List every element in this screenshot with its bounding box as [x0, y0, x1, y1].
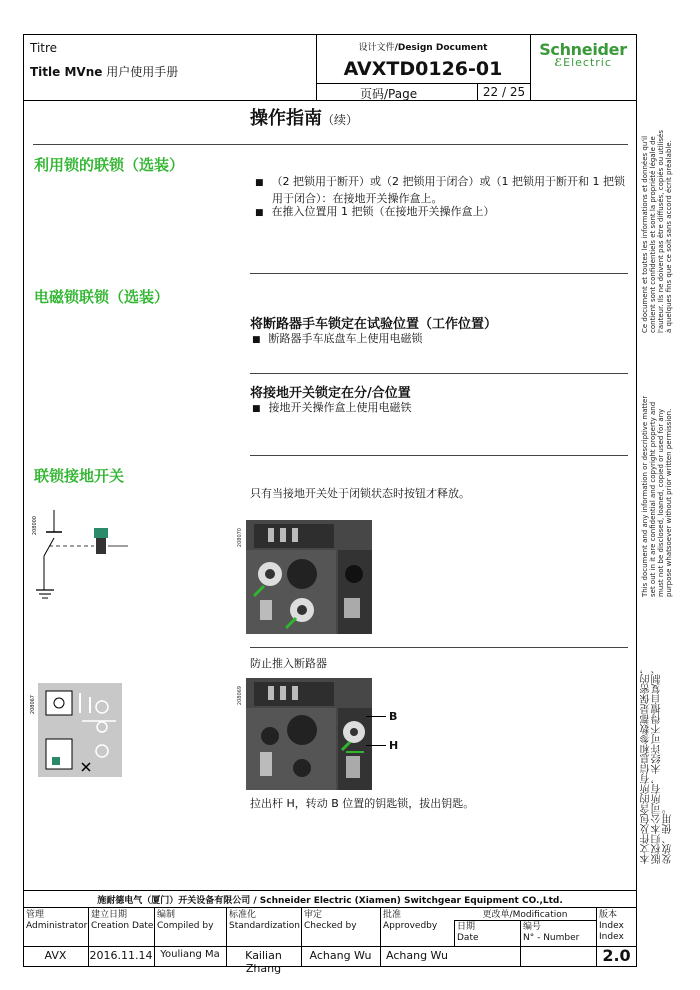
pointer-h — [366, 745, 386, 746]
footer-divider-values — [23, 946, 637, 947]
fcol-6 — [454, 920, 455, 946]
page-value: 22 / 25 — [482, 85, 526, 99]
logo-e-icon: ℰ — [554, 56, 564, 69]
em-sub2-title: 将接地开关锁定在分/合位置 — [250, 386, 411, 401]
v-compiled: Youliang Ma — [160, 949, 220, 960]
f-compiled: 编制 Compiled by — [157, 910, 214, 931]
interlock-symbols-icon — [38, 683, 122, 777]
interlock-symbols-panel — [30, 683, 122, 777]
schneider-logo — [533, 40, 633, 69]
f-created: 建立日期 Creation Date — [91, 910, 154, 931]
divider-4 — [250, 455, 628, 456]
img-code-4: 208069 — [237, 686, 243, 706]
v-date: 2016.11.14 — [89, 949, 153, 962]
f-index: 版本 Index Index — [599, 910, 624, 942]
header-divider — [23, 100, 637, 101]
side-note-cn: 本文件及包含的所有信息和参数都是保密的，版权归本公司所有，未经许可不得擅自复制、发放、使用。 — [641, 664, 674, 864]
lock-bullet-2: ■ 在推入位置用 1 把锁（在接地开关操作盒上） — [255, 204, 627, 221]
switch-box-photo-1 — [237, 520, 372, 634]
em-sub1-title: 将断路器手车锁定在试验位置（工作位置） — [250, 317, 498, 332]
title-label: Title MVne — [30, 65, 103, 79]
footer-divider-top — [23, 890, 637, 891]
v-std: Kailian Zhang — [245, 949, 282, 975]
heading-earthing: 联锁接地开关 — [34, 467, 125, 485]
switch-box-photo-2 — [237, 678, 372, 790]
img-code-1: 208000 — [32, 516, 38, 536]
footer-divider-company — [23, 907, 637, 908]
v-admin: AVX — [44, 949, 67, 962]
f-number: 编号 N° - Number — [523, 922, 580, 943]
titre-label: Titre — [30, 41, 58, 55]
company-name: 施耐德电气（厦门）开关设备有限公司 / Schneider Electric (Xiamen) Switchgear Equipment CO.,Ltd. — [97, 896, 563, 906]
side-note-fr: Ce document et toutes les informations et données qu'il contient sont confidentiels et sont la propriété légale de l'auteur. Ils ne doivent pas être diffusés, copiés ou utilisés à quelques fins que ce soit sans accord écrit préalable. — [641, 129, 673, 333]
divider-5 — [250, 647, 628, 648]
earthing-text-1: 只有当接地开关处于闭锁状态时按钮才释放。 — [250, 487, 470, 500]
doc-type — [316, 40, 530, 53]
divider-2 — [250, 273, 628, 274]
em-sub2-bullet: ■ 接地开关操作盒上使用电磁铁 — [252, 400, 412, 417]
img-code-3: 208067 — [30, 695, 36, 715]
f-std: 标准化 Standardization — [229, 910, 300, 931]
f-approved: 批准 Approvedby — [383, 910, 438, 931]
earthing-switch-schematic — [30, 508, 140, 608]
label-h: H — [389, 739, 399, 752]
main-title — [250, 104, 358, 130]
f-admin: 管理 Administrator — [26, 910, 88, 931]
switch-box-2-icon — [246, 678, 372, 790]
title-cn: 用户使用手册 — [106, 65, 179, 79]
earthing-switch-symbol-icon — [30, 508, 140, 608]
f-date: 日期 Date — [457, 922, 479, 943]
page-label — [360, 85, 417, 102]
main-title-suffix: （续） — [322, 113, 359, 127]
f-modification: 更改单/Modification — [482, 910, 568, 920]
doc-type-cn: 设计文件 — [358, 43, 395, 53]
label-b: B — [389, 710, 398, 723]
header-vdivider-2 — [530, 34, 531, 100]
header-page-divider — [316, 83, 530, 84]
f-checked: 审定 Checked by — [304, 910, 357, 931]
side-note-en: This document and any information or descriptive matter set out in it are confidential and copyright property and must not be disclosed, loaned, copied or used for any purpose whatsoever without prior written permission. — [641, 395, 673, 597]
fcol-7 — [520, 920, 521, 967]
heading-lock-interlock: 利用锁的联锁（选装） — [34, 156, 185, 174]
v-index: 2.0 — [602, 946, 631, 965]
page-label-en: /Page — [384, 87, 418, 101]
earthing-text-3: 拉出杆 H，转动 B 位置的钥匙锁，拔出钥匙。 — [250, 797, 475, 810]
switch-box-1-icon — [246, 520, 372, 634]
doc-number: AVXTD0126-01 — [343, 58, 503, 80]
divider-1 — [33, 144, 628, 145]
heading-electromagnetic: 电磁锁联锁（选装） — [34, 288, 170, 306]
img-code-2: 208070 — [237, 528, 243, 548]
divider-3 — [250, 373, 628, 374]
v-approved: Achang Wu — [386, 949, 448, 962]
logo-top: Schneider — [539, 40, 627, 59]
earthing-text-2: 防止推入断路器 — [250, 657, 327, 670]
em-sub1-bullet: ■ 断路器手车底盘车上使用电磁锁 — [252, 331, 423, 348]
title-line — [30, 63, 178, 80]
logo-bottom: Electric — [563, 56, 612, 69]
page-label-cn: 页码 — [360, 87, 385, 101]
v-checked: Achang Wu — [309, 949, 372, 962]
main-title-text: 操作指南 — [250, 108, 322, 129]
pointer-b — [366, 716, 386, 717]
doc-type-en: /Design Document — [394, 43, 488, 53]
lock-bullet-1: ■ （2 把锁用于断开）或（2 把锁用于闭合）或（1 把锁用于断开和 1 把锁用于闭合）：在接地开关操作盒上。 — [255, 174, 627, 206]
